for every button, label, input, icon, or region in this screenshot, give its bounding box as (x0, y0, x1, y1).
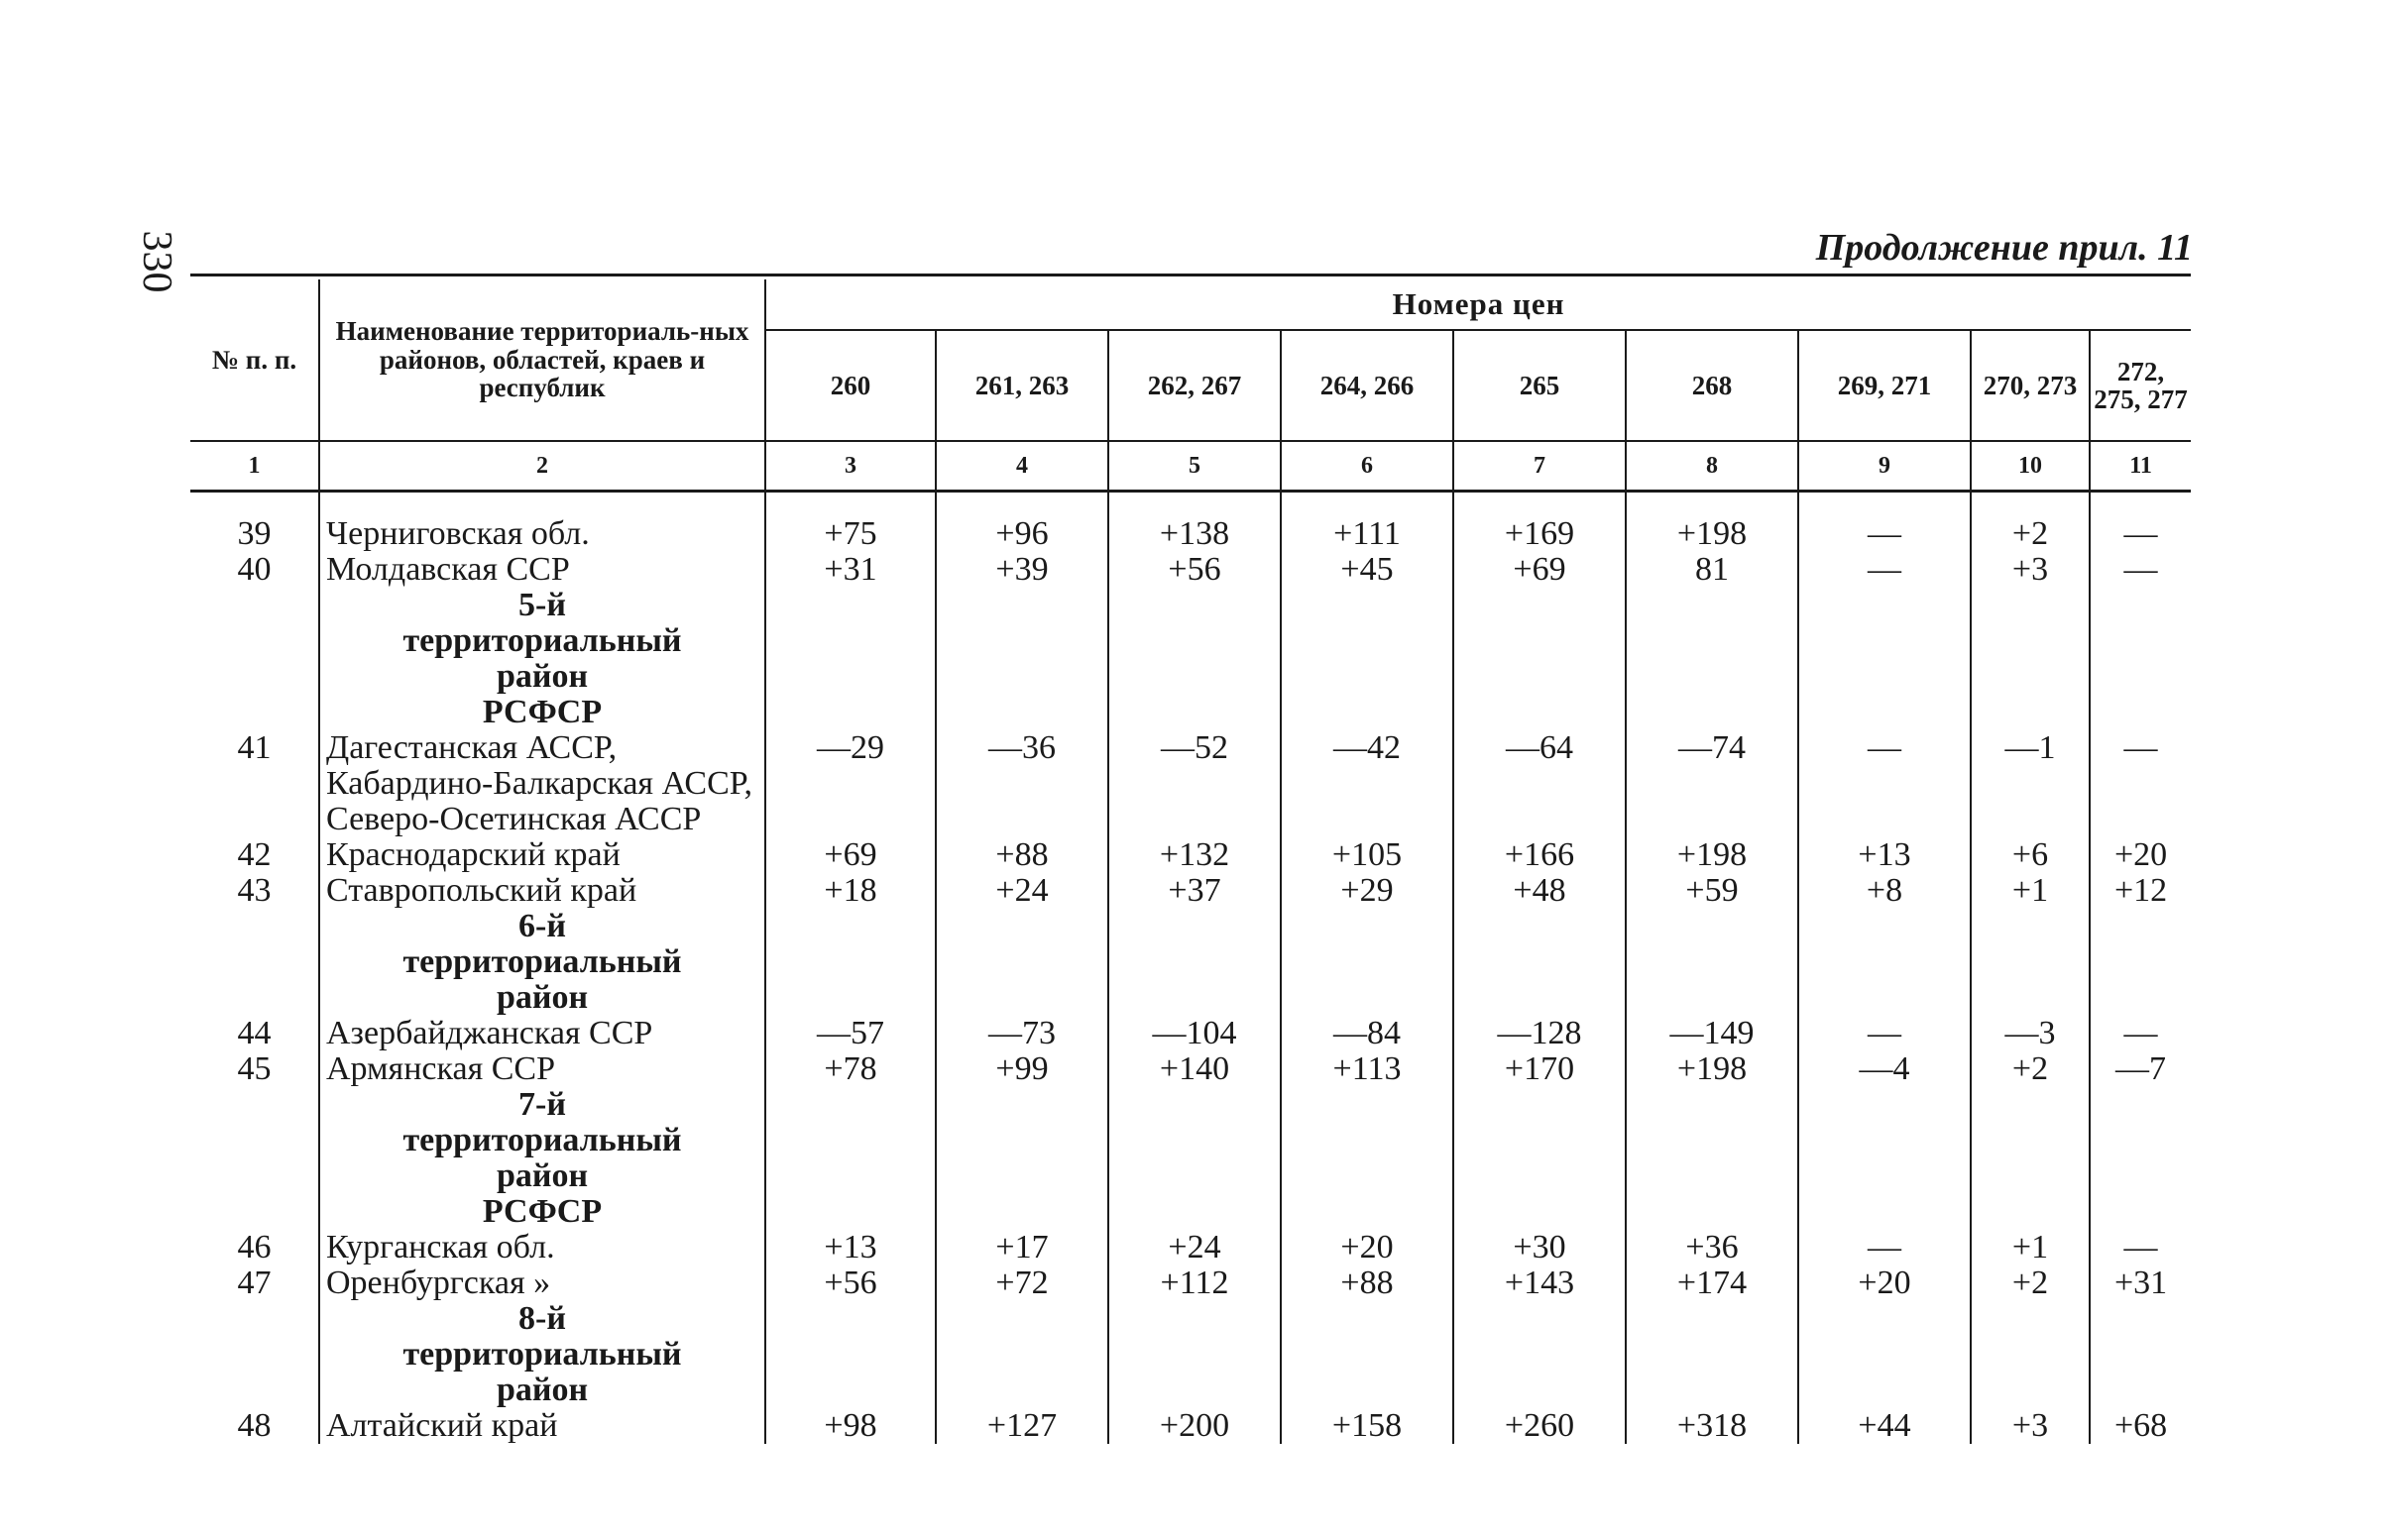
price-value: +20 (2090, 837, 2191, 873)
price-value: +44 (1798, 1408, 1971, 1444)
table-caption: Продолжение прил. 11 (1815, 227, 2193, 269)
price-value: +112 (1108, 1265, 1281, 1301)
price-value: +169 (1453, 516, 1626, 552)
table-row (190, 730, 2191, 837)
price-value: +2 (1971, 1265, 2090, 1301)
price-value: —104 (1108, 1016, 1281, 1051)
price-value: +140 (1108, 1051, 1281, 1087)
price-value: +37 (1108, 873, 1281, 909)
price-value: +31 (2090, 1265, 2191, 1301)
price-value: +30 (1453, 1230, 1626, 1265)
price-value: +99 (936, 1051, 1108, 1087)
column-number: 5 (1108, 441, 1281, 492)
table-row (190, 1051, 2191, 1087)
row-number: 48 (237, 1407, 272, 1444)
table-row (190, 552, 2191, 588)
region-group-subtitle: РСФСР (482, 694, 603, 730)
table-row (190, 1016, 2191, 1051)
price-value: +72 (936, 1265, 1108, 1301)
region-name: Краснодарский край (319, 837, 765, 873)
price-value: +78 (765, 1051, 936, 1087)
header-price-col: 260 (765, 330, 936, 441)
column-number: 4 (936, 441, 1108, 492)
price-value: +20 (1798, 1265, 1971, 1301)
region-group-title: 5-й территориальный район (402, 587, 682, 695)
region-group-cell (319, 1087, 765, 1230)
price-value: +56 (765, 1265, 936, 1301)
column-number: 2 (319, 441, 765, 492)
price-value: — (1798, 730, 1971, 837)
price-value: +88 (936, 837, 1108, 873)
row-number: 46 (237, 1229, 272, 1265)
price-value: +8 (1798, 873, 1971, 909)
header-price-col: 268 (1626, 330, 1798, 441)
row-number: 44 (237, 1015, 272, 1051)
row-number: 47 (237, 1265, 272, 1301)
price-value: 81 (1626, 552, 1798, 588)
column-number: 7 (1453, 441, 1626, 492)
region-group-title: 7-й территориальный район (402, 1086, 682, 1194)
table-row (190, 1265, 2191, 1301)
column-number: 1 (190, 441, 319, 492)
price-value: —36 (936, 730, 1108, 837)
region-group-heading (190, 1087, 2191, 1230)
price-value: +6 (1971, 837, 2090, 873)
price-value: — (1798, 1230, 1971, 1265)
price-value: —73 (936, 1016, 1108, 1051)
price-value: —52 (1108, 730, 1281, 837)
header-price-col: 265 (1453, 330, 1626, 441)
price-value: +2 (1971, 1051, 2090, 1087)
price-value: —29 (765, 730, 936, 837)
price-value: +1 (1971, 873, 2090, 909)
row-number: 43 (237, 872, 272, 909)
price-value: +18 (765, 873, 936, 909)
price-value: +113 (1281, 1051, 1453, 1087)
header-price-col: 264, 266 (1281, 330, 1453, 441)
price-value: +158 (1281, 1408, 1453, 1444)
region-name: Оренбургская » (319, 1265, 765, 1301)
region-group-subtitle: РСФСР (482, 1193, 603, 1230)
price-value: —149 (1626, 1016, 1798, 1051)
price-value: — (1798, 1016, 1971, 1051)
row-number: 42 (237, 836, 272, 873)
price-value: +166 (1453, 837, 1626, 873)
price-value: +98 (765, 1408, 936, 1444)
price-value: +39 (936, 552, 1108, 588)
price-value: +2 (1971, 516, 2090, 552)
table-body (190, 492, 2191, 1445)
price-value: — (2090, 1230, 2191, 1265)
price-value: +45 (1281, 552, 1453, 588)
price-value: +198 (1626, 837, 1798, 873)
column-number: 9 (1798, 441, 1971, 492)
price-value: +24 (1108, 1230, 1281, 1265)
price-value: +260 (1453, 1408, 1626, 1444)
price-value: +96 (936, 516, 1108, 552)
column-number-row (190, 441, 2191, 492)
top-rule (190, 274, 2191, 276)
region-group-cell (319, 588, 765, 730)
column-number: 6 (1281, 441, 1453, 492)
region-name: Ставропольский край (319, 873, 765, 909)
price-value: —74 (1626, 730, 1798, 837)
row-number: 40 (237, 551, 272, 588)
price-value: +3 (1971, 552, 2090, 588)
price-value: +31 (765, 552, 936, 588)
column-number: 11 (2090, 441, 2191, 492)
price-value: +88 (1281, 1265, 1453, 1301)
price-value: +111 (1281, 516, 1453, 552)
region-name: Черниговская обл. (319, 516, 765, 552)
price-value: —84 (1281, 1016, 1453, 1051)
region-group-heading (190, 1301, 2191, 1408)
column-number: 3 (765, 441, 936, 492)
region-name: Алтайский край (319, 1408, 765, 1444)
price-value: +318 (1626, 1408, 1798, 1444)
column-number: 10 (1971, 441, 2090, 492)
price-value: +68 (2090, 1408, 2191, 1444)
header-col-name: Наименование территориаль-ных районов, областей, краев и республик (319, 279, 765, 441)
price-value: —64 (1453, 730, 1626, 837)
region-group-title: 6-й территориальный район (402, 908, 682, 1016)
price-value: +127 (936, 1408, 1108, 1444)
row-number: 39 (237, 515, 272, 552)
price-value: —128 (1453, 1016, 1626, 1051)
header-price-col: 272, 275, 277 (2090, 330, 2191, 441)
table-row (190, 1408, 2191, 1444)
region-name: Дагестанская АССР, Кабардино-Балкарская АССР, Северо-Осетинская АССР (319, 730, 765, 837)
region-name: Армянская ССР (319, 1051, 765, 1087)
region-name: Курганская обл. (319, 1230, 765, 1265)
price-value: +69 (765, 837, 936, 873)
price-value: — (2090, 730, 2191, 837)
table-row (190, 516, 2191, 552)
price-value: +75 (765, 516, 936, 552)
table-row (190, 873, 2191, 909)
page-number: 330 (134, 230, 179, 293)
price-value: — (1798, 552, 1971, 588)
price-value: +105 (1281, 837, 1453, 873)
region-name: Молдавская ССР (319, 552, 765, 588)
region-group-title: 8-й территориальный район (402, 1300, 682, 1408)
region-group-cell (319, 909, 765, 1016)
row-number: 41 (237, 729, 272, 766)
price-value: +198 (1626, 1051, 1798, 1087)
header-price-col: 261, 263 (936, 330, 1108, 441)
region-group-cell (319, 1301, 765, 1408)
header-group-prices: Номера цен (765, 279, 2191, 330)
region-group-heading (190, 588, 2191, 730)
region-group-heading (190, 909, 2191, 1016)
price-value: — (2090, 1016, 2191, 1051)
price-value: +198 (1626, 516, 1798, 552)
price-value: +143 (1453, 1265, 1626, 1301)
column-number: 8 (1626, 441, 1798, 492)
table-row (190, 1230, 2191, 1265)
price-value: — (2090, 552, 2191, 588)
header-col-no: № п. п. (211, 344, 297, 375)
price-adjustment-table (190, 279, 2191, 1444)
price-value: +13 (1798, 837, 1971, 873)
price-value: +200 (1108, 1408, 1281, 1444)
price-value: +20 (1281, 1230, 1453, 1265)
price-value: +170 (1453, 1051, 1626, 1087)
price-value: +17 (936, 1230, 1108, 1265)
region-name: Азербайджанская ССР (319, 1016, 765, 1051)
price-value: —4 (1798, 1051, 1971, 1087)
price-value: —1 (1971, 730, 2090, 837)
price-value: +12 (2090, 873, 2191, 909)
price-value: +56 (1108, 552, 1281, 588)
price-value: — (2090, 516, 2191, 552)
price-value: —3 (1971, 1016, 2090, 1051)
table-row (190, 837, 2191, 873)
header-price-col: 270, 273 (1971, 330, 2090, 441)
price-value: +36 (1626, 1230, 1798, 1265)
price-value: +138 (1108, 516, 1281, 552)
price-value: +69 (1453, 552, 1626, 588)
price-value: +1 (1971, 1230, 2090, 1265)
price-value: +174 (1626, 1265, 1798, 1301)
price-value: +59 (1626, 873, 1798, 909)
price-value: —7 (2090, 1051, 2191, 1087)
price-value: +24 (936, 873, 1108, 909)
price-value: +48 (1453, 873, 1626, 909)
price-value: +132 (1108, 837, 1281, 873)
price-value: +13 (765, 1230, 936, 1265)
price-value: —57 (765, 1016, 936, 1051)
header-price-col: 262, 267 (1108, 330, 1281, 441)
price-value: — (1798, 516, 1971, 552)
price-value: +3 (1971, 1408, 2090, 1444)
price-value: +29 (1281, 873, 1453, 909)
price-value: —42 (1281, 730, 1453, 837)
row-number: 45 (237, 1050, 272, 1087)
header-price-col: 269, 271 (1798, 330, 1971, 441)
